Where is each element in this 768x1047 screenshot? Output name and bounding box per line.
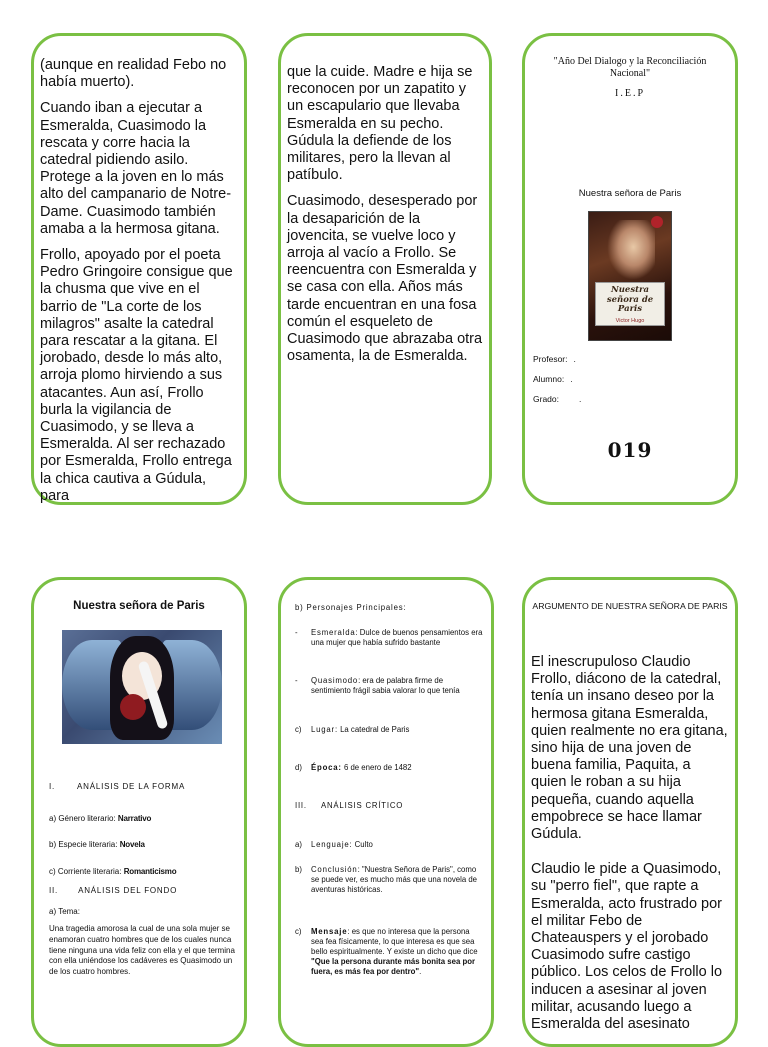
epoca-value: 6 de enero de 1482 xyxy=(341,763,412,772)
lugar-text xyxy=(311,725,483,735)
story-paragraph: que la cuide. Madre e hija se reconocen por un zapatito y un escapulario que llevaba Esmeralda en su pecho. Gúdula la defiende de los militares, pero la llevan al patíbulo. xyxy=(287,64,473,184)
conclusion-desc: : "Nuestra Señora de Paris", como se puede ver, es mucho más que una novela de aventuras históricas. xyxy=(311,865,478,894)
quasimodo-item xyxy=(295,676,483,696)
personajes-heading-text: b) Personajes Principales: xyxy=(295,603,407,612)
fondo-number: II. xyxy=(49,886,59,895)
esmeralda-desc: : Dulce de buenos pensamientos era una mujer que había sufrido bastante xyxy=(311,628,483,647)
epoca-label: Época: xyxy=(311,763,342,772)
forma-heading-text: ANÁLISIS DE LA FORMA xyxy=(77,782,186,791)
epoca-text xyxy=(311,763,483,773)
fondo-heading-text: ANÁLISIS DEL FONDO xyxy=(78,886,178,895)
grado-value: . xyxy=(579,394,582,404)
book-cover-title: Nuestra señora de Paris xyxy=(606,285,654,314)
fondo-heading xyxy=(49,886,236,895)
argument-heading: ARGUMENTO DE NUESTRA SEÑORA DE PARIS xyxy=(532,601,728,611)
corriente-item xyxy=(49,867,236,876)
argument-paragraph: Claudio le pide a Quasimodo, su "perro fiel", que rapte a Esmeralda, acto frustrado por el militar Febo de Chateauspers y el jorobado Cuasimodo sufre castigo público. Los celos de Frollo lo inducen a asesinar al joven militar, acusando luego a Esmeralda del asesinato xyxy=(531,861,723,1033)
argument-paragraph: El inescrupuloso Claudio Frollo, diácono de la catedral, tenía un insano deseo por la hermosa gitana Esmeralda, quien realmente no era gitana, sino hija de una joven de buena familia, Paquita, a quien le roban a su hija pequeña, cuando aquella empobrece se hace llamar Gúdula. xyxy=(531,654,728,843)
tema-label: a) Tema: xyxy=(49,907,80,916)
illustration-fan xyxy=(120,694,146,720)
esmeralda-name: Esmeralda xyxy=(311,628,356,637)
mensaje-end: . xyxy=(419,967,422,976)
national-motto: "Año Del Dialogo y la Reconciliación Nacional" xyxy=(553,56,707,79)
story-paragraph: (aunque en realidad Febo no había muerto). xyxy=(40,57,227,91)
alumno-value: . xyxy=(570,374,573,384)
story-paragraph: Cuasimodo, desesperado por la desaparición de la jovencita, se vuelve loco y arroja al vacío a Frollo. Se reencuentra con Esmeralda y se casa con ella. Años más tarde encuentran en una fosa común el esqueleto de Cuasimodo que abrazaba otra osamenta, la de Esmeralda. xyxy=(287,193,483,365)
quasimodo-text xyxy=(311,676,483,696)
brochure-panel-story-1 xyxy=(31,33,247,505)
grado-row xyxy=(533,394,581,414)
especie-label: b) Especie literaria: xyxy=(49,840,120,849)
cover-title: Nuestra señora de Paris xyxy=(578,188,682,199)
book-cover-rose xyxy=(651,216,663,228)
esmeralda-item xyxy=(295,628,483,648)
mensaje-quote: "Que la persona durante más bonita sea por fuera, es más fea por dentro" xyxy=(311,957,476,976)
quasimodo-desc: : era de palabra firme de sentimiento frágil sabia valorar lo que tenía xyxy=(311,676,460,695)
critico-number: III. xyxy=(295,801,307,810)
tema-text: Una tragedia amorosa la cual de una sola mujer se enamoran cuatro hombres que de los cuales nunca tiene ninguna una vida feliz con ella y el que termina con ella uniéndose los cadáveres es Quasimodo un de los cuatro hombres. xyxy=(49,924,235,977)
book-cover-label xyxy=(595,282,665,326)
mensaje-desc: : es que no interesa que la persona sea fea físicamente, lo que interesa es que sea bello espiritualmente. Y existe un dicho que dice xyxy=(311,927,478,956)
lugar-label: Lugar: xyxy=(311,725,338,734)
grado-label: Grado: xyxy=(533,394,559,404)
forma-heading xyxy=(49,782,236,791)
story-paragraph: Cuando iban a ejecutar a Esmeralda, Cuasimodo la rescata y corre hacia la catedral pidiendo asilo. Protege a la joven en lo más alto del campanario de Notre-Dame. Cuasimodo también amaba a la hermosa gitana. xyxy=(40,100,232,237)
book-cover-author: Victor Hugo xyxy=(615,317,645,324)
book-cover-face xyxy=(607,220,655,280)
argument-body xyxy=(531,654,730,1042)
lenguaje-text xyxy=(311,840,483,850)
brochure-panel-characters xyxy=(278,577,494,1047)
lenguaje-item: a) Lenguaje: Culto xyxy=(295,840,483,850)
bullet-dash: - xyxy=(295,676,298,685)
brochure-panel-analysis xyxy=(31,577,247,1047)
profesor-label: Profesor: xyxy=(533,354,568,364)
forma-number: I. xyxy=(49,782,56,791)
profesor-value: . xyxy=(573,354,576,364)
especie-item xyxy=(49,840,236,849)
mensaje-item: c) Mensaje: es que no interesa que la persona sea fea físicamente, lo que interesa es que sea bello espiritualmente. Y existe un dicho que dice "Que la persona durante más bonita sea por fuera, es más fea por dentro". xyxy=(295,927,483,977)
critico-heading-text: ANÁLISIS CRÍTICO xyxy=(321,801,404,810)
lenguaje-value: Culto xyxy=(352,840,373,849)
genero-item xyxy=(49,814,236,823)
corriente-value: Romanticismo xyxy=(123,867,177,876)
personajes-heading xyxy=(295,603,483,613)
bullet-dash: - xyxy=(295,628,298,637)
brochure-panel-argument xyxy=(522,577,738,1047)
book-cover-image xyxy=(588,211,672,341)
especie-value: Novela xyxy=(119,840,145,849)
critico-heading xyxy=(295,801,483,811)
lugar-value: La catedral de Paris xyxy=(337,725,410,734)
genero-value: Narrativo xyxy=(117,814,152,823)
esmeralda-text xyxy=(311,628,483,648)
analysis-title: Nuestra señora de Paris xyxy=(73,600,205,612)
document-code: 019 xyxy=(607,438,653,462)
mensaje-label: Mensaje xyxy=(311,927,348,936)
student-info xyxy=(533,354,581,414)
quasimodo-name: Quasimodo xyxy=(311,676,359,685)
alumno-label: Alumno: xyxy=(533,374,565,384)
lugar-item: c) Lugar: La catedral de Paris xyxy=(295,725,483,735)
conclusion-label: Conclusión xyxy=(311,865,358,874)
corriente-label: c) Corriente literaria: xyxy=(49,867,124,876)
epoca-item: d) Época: 6 de enero de 1482 xyxy=(295,763,483,773)
mensaje-text xyxy=(311,927,483,977)
brochure-panel-story-2 xyxy=(278,33,492,505)
brochure-panel-cover xyxy=(522,33,738,505)
lenguaje-label: Lenguaje: xyxy=(311,840,353,849)
conclusion-text xyxy=(311,865,483,895)
alumno-row xyxy=(533,374,581,394)
illustration-image xyxy=(62,630,222,744)
genero-label: a) Género literario: xyxy=(49,814,118,823)
conclusion-item: b) Conclusión: "Nuestra Señora de Paris", como se puede ver, es mucho más que una novela de aventuras históricas. xyxy=(295,865,483,895)
profesor-row xyxy=(533,354,581,374)
school-name: I.E.P xyxy=(615,88,645,99)
story-paragraph: Frollo, apoyado por el poeta Pedro Gringoire consigue que la chusma que vive en el barrio de "La corte de los milagros" asalte la catedral para rescatar a la gitana. El jorobado, desde lo más alto, arroja plomo hirviendo a sus atacantes. Aun así, Frollo burla la vigilancia de Cuasimodo, y se lleva a Esmeralda. Al ser rechazado por Esmeralda, Frollo entrega la chica cautiva a Gúdula, para xyxy=(40,247,233,504)
